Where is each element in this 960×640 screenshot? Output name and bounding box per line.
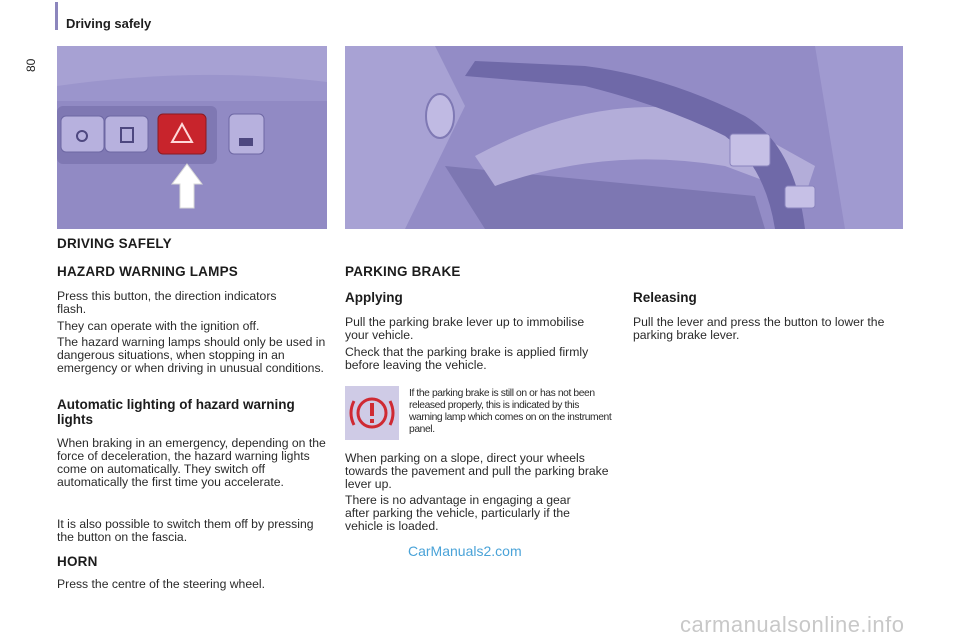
warning-note: If the parking brake is still on or has not been released properly, this is indicated by this warning lamp which comes on on the instrument panel. bbox=[409, 388, 612, 435]
hazard-para-3: The hazard warning lamps should only be used in dangerous situations, when stopping in an emergency or when driving in unusual conditions. bbox=[57, 335, 326, 375]
hazard-switch-drawing bbox=[57, 46, 327, 229]
auto-lighting-para-2: It is also possible to switch them off by pressing the button on the fascia. bbox=[57, 517, 314, 544]
section-title: Driving safely bbox=[66, 16, 152, 31]
page-number: 80 bbox=[24, 58, 38, 72]
brake-warning-icon bbox=[345, 386, 399, 440]
hazard-heading: HAZARD WARNING LAMPS bbox=[57, 264, 238, 279]
hazard-para-1: Press this button, the direction indicators flash. bbox=[57, 289, 277, 316]
horn-heading: HORN bbox=[57, 554, 98, 569]
applying-heading: Applying bbox=[345, 290, 403, 305]
parking-brake-drawing bbox=[345, 46, 903, 229]
releasing-heading: Releasing bbox=[633, 290, 697, 305]
applying-para-1: Pull the parking brake lever up to immobilise your vehicle. bbox=[345, 315, 585, 342]
hazard-para-2: They can operate with the ignition off. bbox=[57, 319, 260, 333]
releasing-para: Pull the lever and press the button to lower the parking brake lever. bbox=[633, 315, 885, 342]
brake-warning-icon-box bbox=[345, 386, 399, 440]
hazard-switch-illustration bbox=[57, 46, 327, 229]
carmanuals-watermark: CarManuals2.com bbox=[408, 543, 522, 559]
auto-lighting-heading: Automatic lighting of hazard warning lights bbox=[57, 397, 295, 427]
header-accent-bar bbox=[55, 2, 58, 30]
applying-para-2: Check that the parking brake is applied firmly before leaving the vehicle. bbox=[345, 345, 589, 372]
parking-brake-illustration bbox=[345, 46, 903, 229]
driving-safely-title: DRIVING SAFELY bbox=[57, 236, 172, 251]
horn-para: Press the centre of the steering wheel. bbox=[57, 577, 265, 591]
auto-lighting-para-1: When braking in an emergency, depending on the force of deceleration, the hazard warning lights come on automatically. They switch off automatically the first time you accelerate. bbox=[57, 436, 326, 489]
site-watermark: carmanualsonline.info bbox=[680, 612, 905, 637]
parking-brake-heading: PARKING BRAKE bbox=[345, 264, 461, 279]
slope-para-1: When parking on a slope, direct your wheels towards the pavement and pull the parking brake lever up. bbox=[345, 451, 609, 491]
slope-para-2: There is no advantage in engaging a gear after parking the vehicle, particularly if the vehicle is loaded. bbox=[345, 493, 571, 533]
